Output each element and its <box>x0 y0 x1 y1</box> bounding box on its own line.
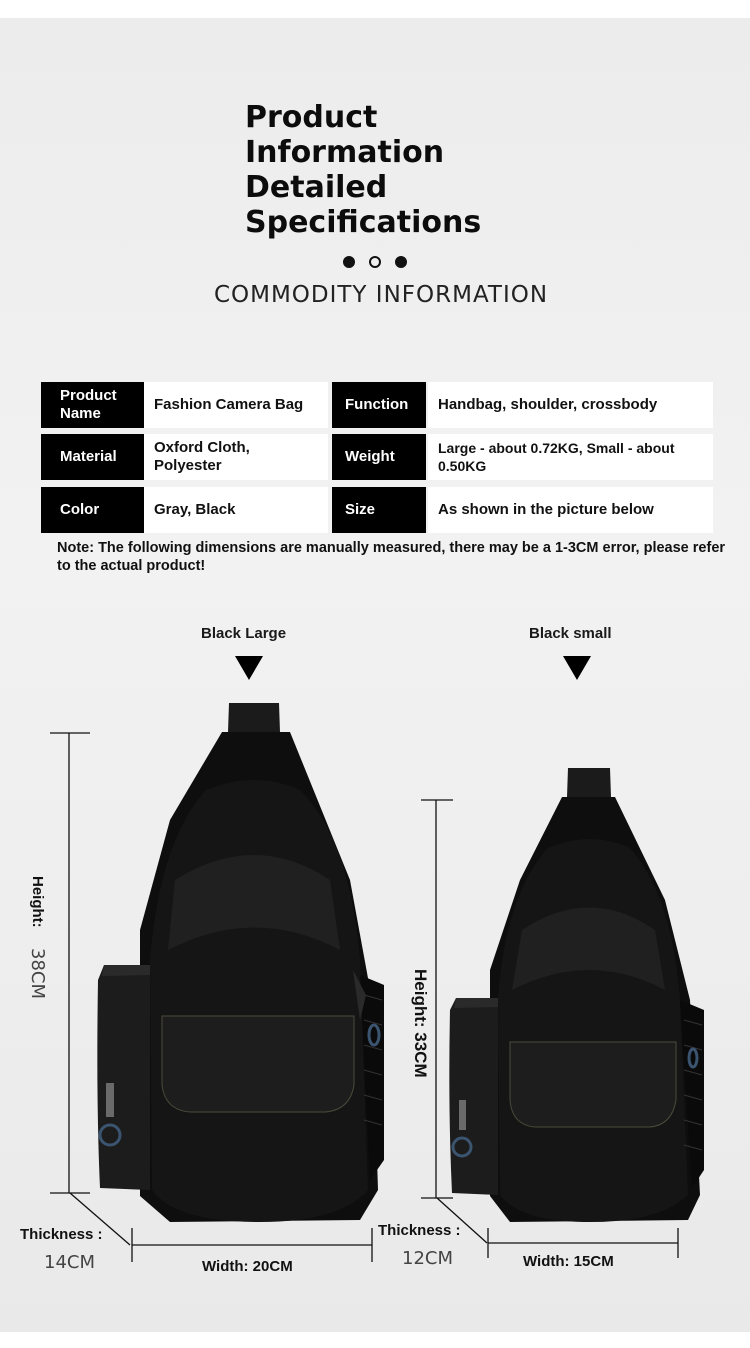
large-thickness-text: Thickness <box>20 1226 94 1243</box>
spec-label-function: Function <box>332 382 426 428</box>
large-thickness-label: Thickness : <box>20 1226 103 1243</box>
spec-label-weight: Weight <box>332 434 426 480</box>
spec-value-weight: Large - about 0.72KG, Small - about 0.50KG <box>428 434 713 480</box>
spec-value-material: Oxford Cloth, Polyester <box>144 434 328 480</box>
spec-label-material: Material <box>41 434 144 480</box>
large-bag-image <box>97 703 384 1222</box>
spec-label-size: Size <box>332 487 426 533</box>
small-bag-image <box>449 768 704 1222</box>
small-height-label: Height: 33CM <box>411 969 430 1078</box>
spec-value-color: Gray, Black <box>144 487 328 533</box>
small-thickness-value: 12CM <box>402 1248 454 1269</box>
large-thickness-value: 14CM <box>44 1252 96 1273</box>
title-line-3: Detailed <box>245 170 388 205</box>
spec-value-size: As shown in the picture below <box>428 487 713 533</box>
large-height-value: 38CM <box>27 948 48 1000</box>
measurement-note: Note: The following dimensions are manually measured, there may be a 1-3CM error, please refer to the actual product! <box>57 540 726 574</box>
title-line-2: Information <box>245 135 445 170</box>
title-line-1: Product <box>245 100 378 135</box>
large-height-label: Height: <box>29 876 46 928</box>
small-thickness-label: Thickness : <box>378 1222 461 1239</box>
small-thickness-text: Thickness <box>378 1222 452 1239</box>
spec-value-function: Handbag, shoulder, crossbody <box>428 382 713 428</box>
small-width-label: Width: 15CM <box>523 1253 614 1270</box>
section-subtitle: COMMODITY INFORMATION <box>213 282 549 308</box>
spec-label-product-name: Product Name <box>41 382 144 428</box>
spec-value-product-name: Fashion Camera Bag <box>144 382 328 428</box>
large-width-label: Width: 20CM <box>202 1258 293 1275</box>
caption-large: Black Large <box>201 625 287 642</box>
spec-label-color: Color <box>41 487 144 533</box>
title-line-4: Specifications <box>245 205 482 240</box>
caption-small: Black small <box>529 625 612 642</box>
